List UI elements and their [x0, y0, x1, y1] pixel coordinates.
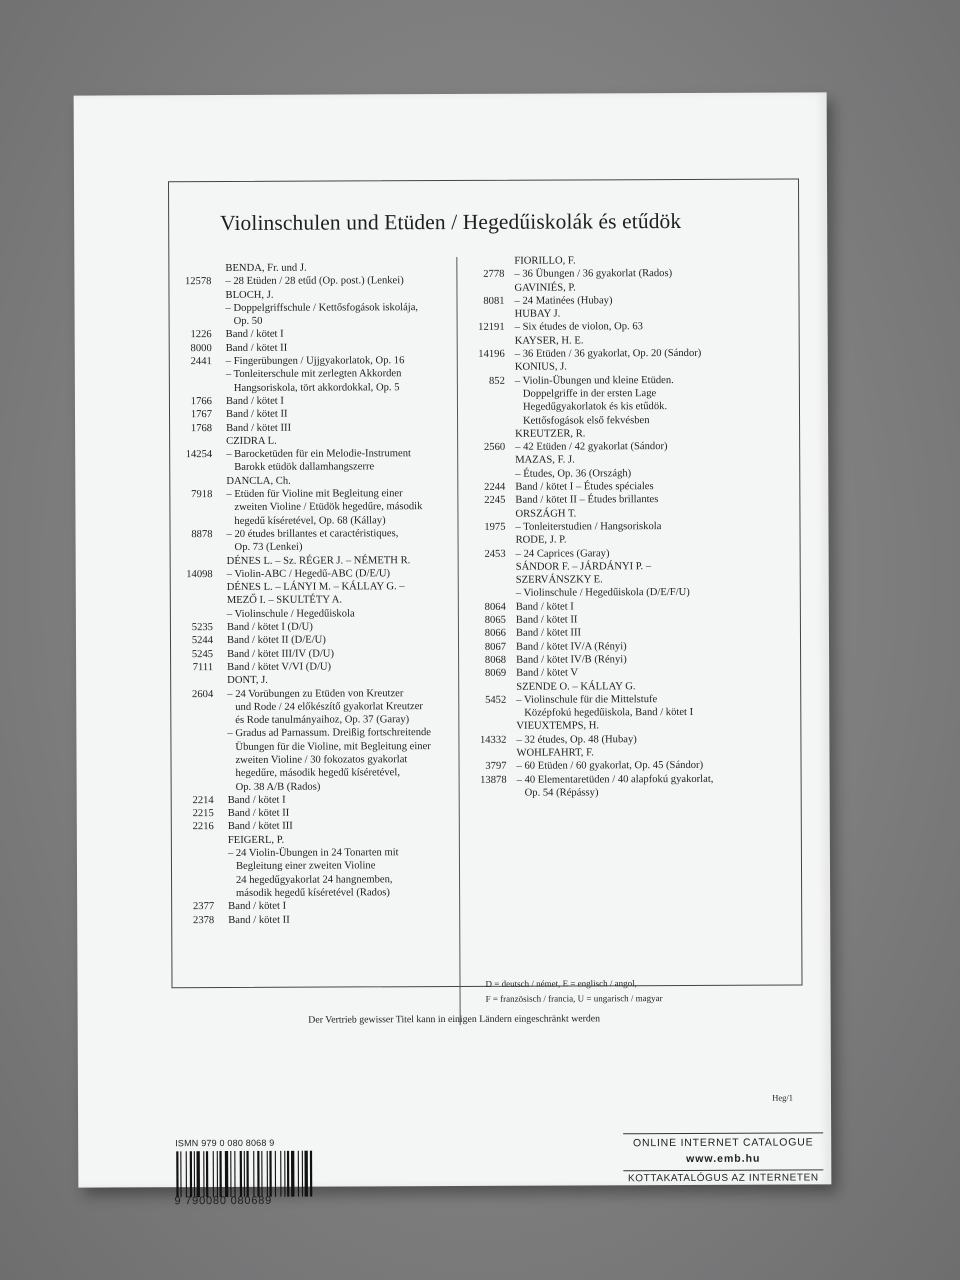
entry-text: Barokk etüdök dallamhangszerre — [226, 461, 375, 474]
catalogue-entry — [165, 474, 445, 489]
edition-number: 14254 — [185, 449, 213, 461]
entry-text: Kettősfogások első fekvésben — [515, 414, 650, 427]
edition-number: 1975 — [484, 521, 506, 533]
catalogue-entry — [165, 514, 445, 529]
edition-number — [164, 289, 211, 303]
catalogue-entry — [165, 314, 445, 329]
entry-text: Band / kötet I — [515, 601, 574, 613]
entry-text: Band / kötet II — [228, 914, 290, 926]
edition-number — [166, 594, 213, 608]
edition-number — [468, 414, 505, 427]
barcode-digits: 9 790080 080689 — [174, 1194, 273, 1208]
edition-number: 5452 — [485, 694, 507, 706]
edition-number — [469, 561, 506, 574]
catalogue-title: Violinschulen und Etüden / Hegedűiskolák és etűdök — [220, 208, 682, 236]
edition-number — [166, 581, 213, 595]
entry-text: DONT, J. — [227, 675, 268, 687]
entry-text: – Violinschule / Hegedűiskola (D/E/F/U) — [515, 587, 690, 600]
entry-text: KREUTZER, R. — [515, 428, 586, 440]
edition-number: 7111 — [192, 661, 214, 674]
catalogue-entry — [166, 673, 446, 688]
edition-number: 5235 — [191, 622, 213, 634]
entry-text: – 24 Caprices (Garay) — [515, 547, 610, 560]
catalogue-entry — [166, 647, 446, 662]
edition-number: 2453 — [484, 548, 506, 560]
edition-number — [165, 315, 212, 329]
entry-text: GAVINIÉS, P. — [514, 282, 576, 294]
edition-number — [166, 714, 213, 728]
book-back-cover — [74, 92, 832, 1208]
entry-text: Band / kötet I — [225, 329, 284, 341]
entry-text: und Rode / 24 előkészítő gyakorlat Kreutzer — [227, 700, 423, 713]
edition-number: 8068 — [484, 654, 507, 666]
edition-number: 2214 — [192, 794, 214, 807]
entry-text: – Fingerübungen / Ujjgyakorlatok, Op. 16 — [225, 355, 405, 368]
entry-text: Band / kötet I — [225, 395, 284, 407]
catalogue-entry — [166, 527, 446, 542]
catalogue-entry — [167, 873, 447, 888]
edition-number: 8081 — [483, 295, 505, 307]
entry-text: Doppelgriffe in der ersten Lage — [514, 388, 657, 400]
edition-number: 12191 — [478, 322, 505, 334]
edition-number — [165, 475, 212, 489]
edition-number: 8064 — [484, 601, 506, 613]
entry-text: ORSZÁGH T. — [515, 508, 577, 520]
entry-text: – Violinschule für die Mittelstufe — [516, 693, 658, 706]
entry-text: – 24 Vorübungen zu Etüden von Kreutzer — [227, 687, 404, 700]
entry-text: zweiten Violine / 30 fokozatos gyakorlat — [227, 754, 408, 766]
catalogue-entry — [166, 700, 446, 715]
entry-text: Band / kötet I – Études spéciales — [515, 481, 654, 493]
edition-number — [166, 727, 213, 741]
entry-text: Hegedűgyakorlatok és kis etűdök. — [514, 401, 668, 413]
left-catalogue-column — [164, 261, 447, 927]
catalogue-entry — [165, 328, 445, 343]
edition-number — [468, 388, 505, 401]
edition-number — [165, 515, 212, 529]
edition-number: 1768 — [190, 422, 213, 434]
edition-number: 8878 — [191, 528, 213, 541]
catalogue-entry — [166, 607, 446, 622]
entry-text: MEZŐ I. – SKULTÉTY A. — [226, 594, 343, 607]
entry-text: hegedűre, második hegedű kíséretével, — [227, 767, 400, 780]
catalogue-entry — [470, 785, 800, 800]
catalogue-entry — [164, 261, 444, 276]
entry-text: – 28 Etüden / 28 etűd (Op. post.) (Lenkei) — [225, 275, 404, 288]
entry-text: Középfokú hegedűiskola, Band / kötet I — [516, 707, 694, 719]
entry-text: – 32 études, Op. 48 (Hubay) — [516, 733, 637, 746]
edition-number — [166, 754, 213, 768]
entry-text: – 24 Matinées (Hubay) — [514, 295, 613, 307]
entry-text: VIEUXTEMPS, H. — [516, 720, 600, 733]
edition-number — [167, 874, 214, 888]
catalogue-entry — [166, 753, 446, 768]
edition-number: 8066 — [484, 628, 506, 640]
online-catalogue-label: ONLINE INTERNET CATALOGUE — [632, 1136, 814, 1150]
edition-number — [167, 847, 214, 861]
catalogue-entry — [166, 633, 446, 648]
edition-number — [166, 541, 213, 555]
entry-text: CZIDRA L. — [226, 435, 277, 447]
catalogue-entry — [165, 487, 445, 502]
catalogue-entry — [165, 354, 445, 369]
entry-text: Band / kötet II — [225, 408, 288, 421]
entry-text: FIORILLO, F. — [514, 255, 576, 267]
edition-number — [167, 767, 214, 781]
catalogue-entry — [165, 421, 445, 436]
catalogue-entry — [166, 660, 446, 675]
entry-text: DÉNES L. – Sz. RÉGER J. – NÉMETH R. — [226, 554, 411, 567]
entry-text: – Barocketüden für ein Melodie-Instrument — [226, 448, 411, 461]
edition-number — [165, 302, 212, 316]
entry-text: második hegedű kíséretével (Rados) — [228, 887, 390, 899]
edition-number: 2215 — [192, 808, 214, 820]
entry-text: – 36 Etüden / 36 gyakorlat, Op. 20 (Sándor) — [514, 347, 702, 360]
entry-text: – Doppelgriffschule / Kettősfogások iskolája, — [225, 302, 419, 314]
catalogue-entry — [165, 394, 445, 409]
edition-number — [469, 707, 506, 720]
edition-number: 14196 — [478, 348, 505, 360]
catalogue-entry — [165, 341, 445, 356]
edition-number: 2378 — [193, 914, 215, 926]
edition-number — [468, 308, 505, 321]
entry-text: Op. 50 — [225, 316, 263, 328]
catalogue-entry — [167, 846, 447, 861]
kottakatalogus-label: KOTTAKATALÓGUS AZ INTERNETEN — [627, 1172, 819, 1185]
edition-number: 2244 — [484, 481, 506, 493]
catalogue-entry — [167, 806, 447, 821]
entry-text: – Violinschule / Hegedűiskola — [226, 608, 355, 620]
edition-number — [166, 555, 213, 569]
edition-number: 2560 — [483, 441, 506, 454]
distribution-notice: Der Vertrieb gewisser Titel kann in einigen Ländern eingeschränkt werden — [308, 1013, 601, 1026]
entry-text: Op. 73 (Lenkei) — [226, 541, 303, 554]
entry-text: SZENDE O. – KÁLLAY G. — [516, 680, 636, 693]
edition-number: 12578 — [184, 276, 212, 288]
entry-text: – 36 Übungen / 36 gyakorlat (Rados) — [514, 268, 673, 281]
edition-number: 8067 — [484, 641, 507, 653]
entry-text: DANCLA, Ch. — [226, 475, 291, 487]
edition-number — [469, 587, 506, 600]
entry-text: SZERVÁNSZKY E. — [515, 574, 603, 586]
catalogue-entry — [166, 567, 446, 582]
edition-number: 14332 — [479, 734, 507, 746]
edition-number: 5245 — [191, 648, 214, 660]
entry-text: BENDA, Fr. und J. — [225, 262, 307, 274]
edition-number — [468, 468, 505, 481]
edition-number — [165, 368, 212, 382]
edition-number: 1767 — [190, 409, 213, 421]
entry-text: Band / kötet III — [226, 422, 292, 434]
edition-number — [469, 680, 506, 693]
edition-number — [166, 674, 213, 688]
entry-text: Band / kötet V/VI (D/U) — [227, 661, 332, 673]
catalogue-entry — [165, 367, 445, 382]
entry-text: Band / kötet II — [515, 614, 578, 626]
edition-number — [167, 860, 214, 874]
entry-text: – 60 Etüden / 60 gyakorlat, Op. 45 (Sándor) — [516, 760, 704, 773]
entry-text: Band / kötet III/IV (D/U) — [227, 648, 334, 660]
edition-number — [167, 834, 214, 848]
entry-text: Band / kötet V — [516, 667, 579, 679]
catalogue-entry — [167, 886, 447, 901]
entry-text: – 24 Violin-Übungen in 24 Tonarten mit — [227, 847, 399, 860]
entry-text: Op. 38 A/B (Rados) — [227, 781, 321, 793]
catalogue-entry — [167, 766, 447, 781]
edition-number — [469, 720, 506, 733]
edition-number — [165, 382, 212, 396]
catalogue-entry — [166, 593, 446, 608]
catalogue-entry — [165, 434, 445, 449]
catalogue-entry — [166, 580, 446, 595]
entry-text: KONIUS, J. — [514, 361, 567, 374]
entry-text: – Etüden für Violine mit Begleitung einer — [226, 488, 403, 501]
catalogue-entry — [167, 819, 447, 834]
entry-text: – Tonleiterschule mit zerlegten Akkorden — [225, 368, 402, 381]
edition-number — [166, 741, 213, 755]
edition-number: 2778 — [483, 269, 505, 281]
entry-text: – Tonleiterstudien / Hangsoriskola — [515, 521, 662, 533]
edition-number: 14098 — [186, 568, 213, 580]
edition-number — [165, 461, 212, 475]
edition-number — [469, 574, 506, 587]
edition-number — [166, 701, 213, 715]
entry-text: – Six études de violon, Op. 63 — [514, 321, 643, 334]
catalogue-entry — [165, 301, 445, 316]
entry-text: WOHLFAHRT, F. — [516, 747, 594, 759]
edition-number: 7918 — [191, 489, 213, 501]
edition-number — [166, 608, 213, 622]
edition-number — [167, 887, 214, 901]
catalogue-entry — [165, 407, 445, 422]
edition-number: 2377 — [192, 901, 215, 913]
entry-text: 24 hegedűgyakorlat 24 hangnemben, — [228, 873, 393, 886]
edition-number: 2604 — [192, 688, 214, 700]
catalogue-entry — [166, 554, 446, 569]
catalogue-entry — [166, 726, 446, 741]
edition-number: 8069 — [484, 667, 507, 680]
language-legend — [485, 976, 662, 1007]
catalogue-entry — [166, 620, 446, 635]
edition-number: 13878 — [480, 774, 507, 786]
entry-text: Band / kötet II – Études brillantes — [515, 494, 659, 507]
edition-number — [468, 361, 505, 374]
catalogue-entry — [164, 288, 444, 303]
edition-number — [468, 401, 505, 414]
entry-text: Band / kötet I (D/U) — [226, 621, 313, 633]
catalogue-entry — [165, 381, 445, 396]
edition-number — [468, 507, 505, 520]
edition-number — [469, 534, 506, 547]
edition-number: 8000 — [190, 342, 212, 354]
entry-text: és Rode tanulmányaihoz, Op. 37 (Garay) — [227, 714, 410, 727]
entry-text: Op. 54 (Répássy) — [516, 787, 599, 799]
catalogue-code: Heg/1 — [772, 1092, 794, 1103]
catalogue-entry — [167, 899, 447, 914]
edition-number — [167, 781, 214, 795]
edition-number — [468, 335, 505, 348]
catalogue-entry — [164, 274, 444, 289]
right-catalogue-column — [467, 253, 799, 800]
edition-number — [165, 435, 212, 449]
entry-text: RODE, J. P. — [515, 534, 567, 546]
edition-number: 852 — [488, 375, 505, 387]
entry-text: Band / kötet III — [227, 821, 293, 833]
edition-number — [467, 255, 504, 268]
entry-text: SÁNDOR F. – JÁRDÁNYI P. – — [515, 560, 652, 573]
entry-text: Band / kötet II — [225, 342, 288, 354]
entry-text: Band / kötet II (D/E/U) — [226, 634, 326, 647]
edition-number: 3797 — [485, 761, 507, 773]
entry-text: DÉNES L. – LÁNYI M. – KÁLLAY G. – — [226, 581, 405, 594]
entry-text: Band / kötet III — [515, 627, 582, 640]
entry-text: Band / kötet I — [228, 900, 287, 913]
entry-text: HUBAY J. — [514, 308, 561, 320]
catalogue-entry — [165, 460, 445, 475]
edition-number — [468, 428, 505, 441]
ismn-number: ISMN 979 0 080 8068 9 — [175, 1137, 275, 1149]
catalogue-entry — [165, 500, 445, 515]
entry-text: Band / kötet II — [227, 807, 290, 820]
edition-number: 2441 — [190, 356, 212, 368]
barcode-icon — [174, 1150, 354, 1197]
catalogue-entry — [166, 740, 446, 755]
catalogue-entry — [166, 540, 446, 555]
catalogue-entry — [167, 859, 447, 874]
entry-text: BLOCH, J. — [225, 289, 274, 301]
edition-number: 1226 — [190, 329, 212, 341]
edition-number: 2216 — [192, 821, 214, 833]
entry-text: hegedű kíséretével, Op. 68 (Kállay) — [226, 514, 386, 527]
entry-text: Band / kötet IV/B (Rényi) — [516, 654, 627, 666]
catalogue-entry — [166, 713, 446, 728]
entry-text: – 40 Elementaretüden / 40 alapfokú gyakorlat, — [516, 773, 714, 786]
entry-text: – Études, Op. 36 (Országh) — [515, 467, 632, 480]
entry-text: Hangsoriskola, tört akkordokkal, Op. 5 — [225, 381, 400, 394]
legend-line: F = französisch / francia, U = ungarisch / magyar — [485, 993, 663, 1004]
edition-number — [469, 747, 506, 760]
entry-text: FEIGERL, P. — [227, 834, 285, 846]
edition-number: 1766 — [190, 396, 212, 408]
entry-text: Begleitung einer zweiten Violine — [227, 860, 376, 873]
entry-text: – 20 études brillantes et caractéristiques, — [226, 528, 399, 540]
legend-line: D = deutsch / német, E = englisch / angol, — [485, 978, 637, 989]
entry-text: Übungen für die Violine, mit Begleitung einer — [227, 740, 431, 753]
catalogue-entry — [165, 447, 445, 462]
edition-number: 8065 — [484, 614, 506, 626]
entry-text: – Gradus ad Parnassum. Dreißig fortschreitende — [227, 727, 432, 740]
online-catalogue-box — [623, 1132, 823, 1186]
entry-text: MAZAS, F. J. — [515, 454, 575, 467]
entry-text: zweiten Violine / Etüdök hegedűre, második — [226, 501, 423, 514]
entry-text: – 42 Etüden / 42 gyakorlat (Sándor) — [515, 441, 668, 453]
catalogue-entry — [167, 913, 447, 928]
edition-number — [467, 281, 504, 294]
catalogue-entry — [167, 833, 447, 848]
entry-text: – Violin-ABC / Hegedű-ABC (D/E/U) — [226, 568, 391, 580]
edition-number — [468, 454, 505, 467]
entry-text: Band / kötet IV/A (Rényi) — [516, 640, 627, 653]
catalogue-entry — [166, 687, 446, 702]
edition-number: 2245 — [484, 495, 506, 507]
edition-number: 5244 — [191, 635, 214, 647]
catalogue-entry — [167, 793, 447, 808]
edition-number — [165, 501, 212, 515]
entry-text: KAYSER, H. E. — [514, 335, 584, 347]
entry-text: Band / kötet I — [227, 794, 286, 806]
edition-number — [164, 262, 211, 276]
entry-text: – Violin-Übungen und kleine Etüden. — [514, 374, 674, 387]
catalogue-entry — [167, 780, 447, 795]
edition-number — [470, 787, 507, 800]
website-url: www.emb.hu — [686, 1152, 761, 1165]
